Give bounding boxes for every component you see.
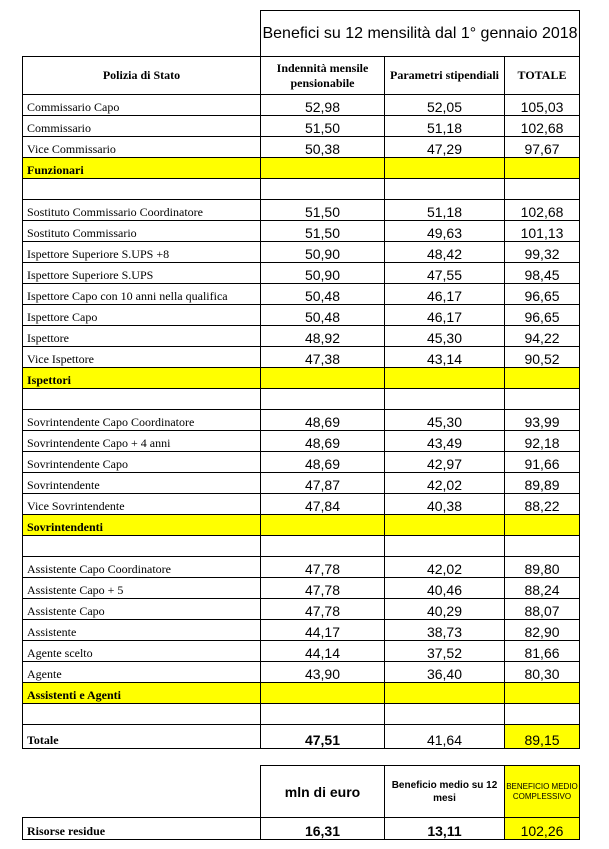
cell-indennita: 43,90 [261, 662, 385, 683]
spacer-row [23, 179, 580, 200]
cell-parametri: 42,02 [385, 557, 505, 578]
row-label: Assistente Capo [23, 599, 261, 620]
group-label-sovrintendenti: Sovrintendenti [23, 515, 261, 536]
cell-totale: 105,03 [505, 95, 580, 116]
table-row [23, 599, 580, 620]
cell-indennita: 47,78 [261, 578, 385, 599]
risorse-medio: 13,11 [385, 818, 505, 840]
group-label-funzionari: Funzionari [23, 158, 261, 179]
cell-indennita: 48,69 [261, 452, 385, 473]
cell-indennita: 48,69 [261, 431, 385, 452]
row-label: Commissario Capo [23, 95, 261, 116]
cell-totale: 81,66 [505, 641, 580, 662]
cell-totale: 90,52 [505, 347, 580, 368]
cell-indennita: 47,84 [261, 494, 385, 515]
cell-indennita: 52,98 [261, 95, 385, 116]
cell-indennita: 50,48 [261, 284, 385, 305]
cell-indennita: 47,38 [261, 347, 385, 368]
row-label: Assistente Capo Coordinatore [23, 557, 261, 578]
cell-totale: 88,22 [505, 494, 580, 515]
cell-totale: 97,67 [505, 137, 580, 158]
row-label: Sovrintendente Capo + 4 anni [23, 431, 261, 452]
cell-parametri: 42,97 [385, 452, 505, 473]
totale-indennita: 47,51 [261, 725, 385, 749]
cell-parametri: 47,55 [385, 263, 505, 284]
totale-totale: 89,15 [505, 725, 580, 749]
cell-indennita: 47,78 [261, 599, 385, 620]
row-label: Ispettore Capo con 10 anni nella qualifica [23, 284, 261, 305]
table-row [23, 578, 580, 599]
table-row [23, 326, 580, 347]
row-label: Ispettore Superiore S.UPS [23, 263, 261, 284]
table-row [23, 200, 580, 221]
cell-parametri: 42,02 [385, 473, 505, 494]
table-row [23, 641, 580, 662]
cell-parametri: 51,18 [385, 200, 505, 221]
risorse-residue-label: Risorse residue [23, 818, 261, 840]
cell-totale: 99,32 [505, 242, 580, 263]
benefici-table [22, 10, 580, 749]
group-row [23, 683, 580, 704]
title-row [23, 11, 580, 57]
group-label-ispettori: Ispettori [23, 368, 261, 389]
cell-totale: 94,22 [505, 326, 580, 347]
cell-parametri: 45,30 [385, 410, 505, 431]
cell-parametri: 47,29 [385, 137, 505, 158]
cell-indennita: 51,50 [261, 200, 385, 221]
row-label: Ispettore [23, 326, 261, 347]
cell-totale: 96,65 [505, 284, 580, 305]
row-label: Sostituto Commissario [23, 221, 261, 242]
group-row [23, 515, 580, 536]
cell-parametri: 37,52 [385, 641, 505, 662]
cell-parametri: 40,29 [385, 599, 505, 620]
table-row [23, 263, 580, 284]
row-label: Agente [23, 662, 261, 683]
cell-indennita: 48,92 [261, 326, 385, 347]
cell-parametri: 49,63 [385, 221, 505, 242]
cell-parametri: 43,14 [385, 347, 505, 368]
group-row [23, 368, 580, 389]
cell-indennita: 48,69 [261, 410, 385, 431]
row-label: Ispettore Capo [23, 305, 261, 326]
cell-parametri: 40,46 [385, 578, 505, 599]
cell-indennita: 44,14 [261, 641, 385, 662]
col-header-parametri: Parametri stipendiali [385, 57, 505, 95]
table-row [23, 557, 580, 578]
totale-parametri: 41,64 [385, 725, 505, 749]
table-row [23, 662, 580, 683]
totale-label: Totale [23, 725, 261, 749]
cell-indennita: 50,48 [261, 305, 385, 326]
cell-totale: 88,24 [505, 578, 580, 599]
table-row [23, 494, 580, 515]
cell-totale: 89,80 [505, 557, 580, 578]
cell-indennita: 50,90 [261, 242, 385, 263]
summary-header-mln: mln di euro [261, 766, 385, 818]
table-row [23, 431, 580, 452]
cell-parametri: 51,18 [385, 116, 505, 137]
row-label: Ispettore Superiore S.UPS +8 [23, 242, 261, 263]
table-row [23, 452, 580, 473]
table-row [23, 221, 580, 242]
row-label: Assistente [23, 620, 261, 641]
col-header-polizia: Polizia di Stato [23, 57, 261, 95]
cell-totale: 82,90 [505, 620, 580, 641]
group-label-assistenti-agenti: Assistenti e Agenti [23, 683, 261, 704]
row-label: Sovrintendente Capo Coordinatore [23, 410, 261, 431]
row-label: Assistente Capo + 5 [23, 578, 261, 599]
cell-parametri: 48,42 [385, 242, 505, 263]
row-label: Commissario [23, 116, 261, 137]
group-row [23, 158, 580, 179]
header-row [23, 57, 580, 95]
cell-totale: 89,89 [505, 473, 580, 494]
table-row [23, 137, 580, 158]
spacer-row [23, 536, 580, 557]
cell-parametri: 46,17 [385, 305, 505, 326]
cell-totale: 93,99 [505, 410, 580, 431]
cell-totale: 101,13 [505, 221, 580, 242]
table-row [23, 116, 580, 137]
cell-totale: 102,68 [505, 116, 580, 137]
cell-totale: 88,07 [505, 599, 580, 620]
cell-indennita: 47,87 [261, 473, 385, 494]
table-row [23, 305, 580, 326]
summary-header-medio: Beneficio medio su 12 mesi [385, 766, 505, 818]
row-label: Vice Commissario [23, 137, 261, 158]
table-title: Benefici su 12 mensilità dal 1° gennaio 2018 [261, 11, 580, 57]
cell-parametri: 43,49 [385, 431, 505, 452]
row-label: Agente scelto [23, 641, 261, 662]
summary-header-complessivo: BENEFICIO MEDIO COMPLESSIVO [505, 766, 580, 818]
cell-totale: 98,45 [505, 263, 580, 284]
table-row [23, 242, 580, 263]
col-header-totale: TOTALE [505, 57, 580, 95]
risorse-mln: 16,31 [261, 818, 385, 840]
table-row [23, 284, 580, 305]
spacer-row [23, 389, 580, 410]
cell-parametri: 36,40 [385, 662, 505, 683]
cell-totale: 80,30 [505, 662, 580, 683]
cell-indennita: 44,17 [261, 620, 385, 641]
cell-totale: 91,66 [505, 452, 580, 473]
row-label: Sostituto Commissario Coordinatore [23, 200, 261, 221]
risorse-complessivo: 102,26 [505, 818, 580, 840]
cell-totale: 102,68 [505, 200, 580, 221]
cell-parametri: 40,38 [385, 494, 505, 515]
cell-indennita: 50,90 [261, 263, 385, 284]
col-header-indennita: Indennità mensile pensionabile [261, 57, 385, 95]
spacer-row [23, 704, 580, 725]
totale-row [23, 725, 580, 749]
cell-totale: 92,18 [505, 431, 580, 452]
summary-header-row [23, 766, 580, 818]
cell-indennita: 50,38 [261, 137, 385, 158]
row-label: Sovrintendente [23, 473, 261, 494]
row-label: Vice Ispettore [23, 347, 261, 368]
risorse-residue-table [22, 765, 580, 840]
cell-indennita: 51,50 [261, 116, 385, 137]
cell-parametri: 38,73 [385, 620, 505, 641]
table-row [23, 95, 580, 116]
cell-parametri: 46,17 [385, 284, 505, 305]
cell-parametri: 52,05 [385, 95, 505, 116]
cell-totale: 96,65 [505, 305, 580, 326]
row-label: Vice Sovrintendente [23, 494, 261, 515]
cell-indennita: 47,78 [261, 557, 385, 578]
table-row [23, 410, 580, 431]
table-row [23, 473, 580, 494]
table-row [23, 347, 580, 368]
cell-parametri: 45,30 [385, 326, 505, 347]
risorse-residue-row [23, 818, 580, 840]
cell-indennita: 51,50 [261, 221, 385, 242]
row-label: Sovrintendente Capo [23, 452, 261, 473]
table-row [23, 620, 580, 641]
